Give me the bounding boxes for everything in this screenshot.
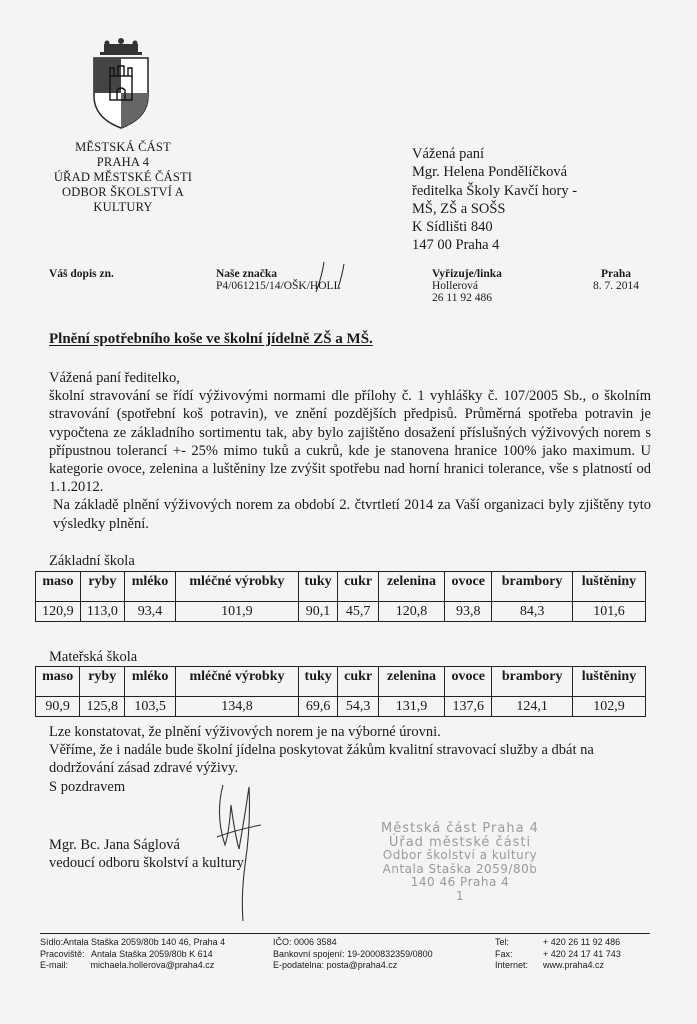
footer-value: Antala Staška 2059/80b K 614 — [91, 948, 213, 959]
footer-row — [495, 937, 621, 949]
signer-title: vedoucí odboru školství a kultury — [49, 855, 244, 872]
salutation: Vážená paní ředitelko, — [49, 370, 180, 386]
signer-block — [49, 836, 244, 873]
letter-body — [49, 369, 651, 533]
table-cell: 69,6 — [298, 697, 338, 717]
recipient-line: K Sídlišti 840 — [412, 219, 493, 236]
org-line: ÚŘAD MĚSTSKÉ ČÁSTI — [53, 170, 193, 184]
recipient-line: MŠ, ZŠ a SOŠS — [412, 200, 506, 217]
table-header: ryby — [80, 667, 125, 697]
recipient-line: Vážená paní — [412, 146, 485, 162]
our-ref-label: Naše značka — [216, 268, 278, 280]
footer-row — [273, 949, 433, 961]
stamp-line: Odbor školství a kultury — [382, 848, 538, 862]
table-header-row — [36, 572, 646, 602]
table-header: mléko — [125, 667, 176, 697]
footer-row — [40, 949, 225, 961]
footer-value: 19-2000832359/0800 — [347, 948, 433, 959]
footer-row — [273, 960, 433, 972]
table-cell: 137,6 — [445, 697, 492, 717]
table-cell: 90,1 — [298, 602, 338, 622]
table-header: maso — [36, 572, 81, 602]
footer-row — [495, 949, 621, 961]
table-cell: 113,0 — [80, 602, 124, 622]
date-block — [585, 268, 647, 292]
table-header: mléčné výrobky — [175, 572, 298, 602]
table-header: tuky — [298, 667, 338, 697]
table-cell: 101,9 — [175, 602, 298, 622]
table-header: tuky — [298, 572, 338, 602]
table-cell: 93,4 — [124, 602, 175, 622]
prague-4-coat-of-arms-icon — [88, 38, 154, 130]
table-cell: 124,1 — [492, 697, 573, 717]
footer-row — [495, 960, 621, 972]
table-header: mléko — [124, 572, 175, 602]
stamp-line: Městská část Praha 4 — [381, 821, 539, 836]
table-row — [36, 602, 646, 622]
footer-value: 0006 3584 — [294, 937, 337, 947]
org-line: MĚSTSKÁ ČÁST — [75, 140, 171, 154]
our-ref-value: P4/061215/14/OŠK/HOLL — [216, 280, 341, 292]
footer-label: E-podatelna: — [273, 960, 325, 970]
table-cell: 120,9 — [36, 602, 81, 622]
footer-label: Internet: — [495, 960, 529, 970]
table-cell: 90,9 — [36, 697, 80, 717]
regards: S pozdravem — [49, 778, 126, 795]
table-header: cukr — [338, 572, 379, 602]
table-header-row — [36, 667, 646, 697]
handled-label: Vyřizuje/linka — [432, 268, 502, 280]
letter-closing — [49, 723, 659, 796]
results-table-zakladni — [35, 571, 646, 622]
table-header: ovoce — [445, 572, 492, 602]
footer-value: michaela.hollerova@praha4.cz — [90, 960, 215, 970]
table-header: ovoce — [445, 667, 492, 697]
table-caption-materska: Mateřská škola — [49, 649, 138, 665]
org-line: PRAHA 4 — [96, 155, 150, 169]
signer-name: Mgr. Bc. Jana Ságlová — [49, 837, 180, 853]
handled-phone: 26 11 92 486 — [432, 292, 492, 304]
table-header: brambory — [492, 572, 573, 602]
table-cell: 101,6 — [572, 602, 645, 622]
footer-row — [40, 937, 225, 949]
footer-value: www.praha4.cz — [543, 960, 605, 970]
handled-by-block — [432, 268, 502, 304]
body-paragraph: Na základě plnění výživových norem za období 2. čtvrtletí 2014 za Vaší organizaci byly zjištěny tyto výsledky plnění. — [53, 497, 651, 532]
footer-label: Tel: — [495, 937, 510, 947]
closing-line: Lze konstatovat, že plnění výživových norem je na výborné úrovni. — [49, 724, 441, 740]
table-header: ryby — [80, 572, 124, 602]
footer-value: Antala Staška 2059/80b 140 46, Praha 4 — [63, 937, 226, 947]
footer-column-address — [40, 937, 225, 972]
table-header: luštěniny — [572, 572, 645, 602]
stamp-line: 1 — [455, 888, 465, 903]
table-caption-zakladni: Základní škola — [49, 553, 135, 569]
table-header: cukr — [338, 667, 379, 697]
table-cell: 134,8 — [176, 697, 299, 717]
stamp-line: 140 46 Praha 4 — [410, 875, 510, 889]
footer-column-contact — [495, 937, 621, 972]
table-header: maso — [36, 667, 80, 697]
results-table-materska — [35, 666, 646, 717]
footer-divider — [40, 933, 650, 934]
table-header: mléčné výrobky — [176, 667, 299, 697]
your-ref-label: Váš dopis zn. — [49, 268, 114, 280]
closing-line: Věříme, že i nadále bude školní jídelna poskytovat žákům kvalitní stravovací služby a dbát na dodržování zásad zdravé výživy. — [49, 742, 594, 777]
table-cell: 125,8 — [80, 697, 125, 717]
recipient-address — [412, 145, 577, 255]
footer-row — [273, 937, 433, 949]
table-row — [36, 697, 646, 717]
table-header: zelenina — [378, 667, 444, 697]
footer-label: Fax: — [495, 948, 513, 959]
letter-subject: Plnění spotřebního koše ve školní jídelně ZŠ a MŠ. — [49, 331, 373, 347]
footer-label: E-mail: — [40, 960, 69, 970]
issuing-organization — [20, 140, 226, 215]
org-line: KULTURY — [93, 200, 153, 214]
table-cell: 131,9 — [378, 697, 444, 717]
letter-date: 8. 7. 2014 — [593, 280, 639, 292]
table-cell: 93,8 — [445, 602, 492, 622]
footer-value: posta@praha4.cz — [326, 960, 398, 970]
stamp-line: Úřad městské části — [388, 834, 532, 850]
handled-name: Hollerová — [432, 280, 478, 292]
stamp-line: Antala Staška 2059/80b — [382, 861, 538, 876]
table-cell: 102,9 — [572, 697, 645, 717]
body-paragraph: školní stravování se řídí výživovými normami dle přílohy č. 1 vyhlášky č. 107/2005 Sb., o školním stravování (spotřební koš potravin), ve znění pozdějších předpisů. Průměrná spotřeba potravin je vypočtena ze základního sortimentu tak, aby bylo zajištěno dosažení příslušných výživových norem s přípustnou tolerancí +- 25% mimo tuků a cukrů, kde je stanovena hranice 100% jako maximum. U kategorie ovoce, zelenina a luštěniny lze zvýšit spotřebu nad horní hranici tolerance, vše s platností od 1.1.2012. — [49, 388, 651, 496]
table-cell: 54,3 — [338, 697, 379, 717]
footer-label: Pracoviště: — [40, 948, 85, 959]
table-header: luštěniny — [572, 667, 645, 697]
table-header: zelenina — [378, 572, 444, 602]
footer-row — [40, 960, 225, 972]
city-label: Praha — [600, 268, 632, 280]
table-cell: 120,8 — [378, 602, 444, 622]
footer-value: + 420 26 11 92 486 — [543, 937, 621, 947]
recipient-line: Mgr. Helena Pondělíčková — [412, 164, 568, 181]
table-cell: 84,3 — [492, 602, 573, 622]
table-cell: 103,5 — [125, 697, 176, 717]
footer-label: IČO: — [273, 937, 292, 947]
footer-column-bank — [273, 937, 433, 972]
recipient-line: 147 00 Praha 4 — [412, 237, 500, 254]
org-line: ODBOR ŠKOLSTVÍ A — [62, 185, 184, 199]
footer-label: Sídlo: — [40, 937, 64, 947]
handwritten-mark-icon — [308, 258, 348, 298]
footer-value: + 420 24 17 41 743 — [543, 948, 621, 959]
table-cell: 45,7 — [338, 602, 379, 622]
table-header: brambory — [492, 667, 573, 697]
recipient-line: ředitelka Školy Kavčí hory - — [412, 182, 578, 199]
footer-label: Bankovní spojení: — [273, 948, 345, 959]
official-stamp — [345, 822, 575, 903]
